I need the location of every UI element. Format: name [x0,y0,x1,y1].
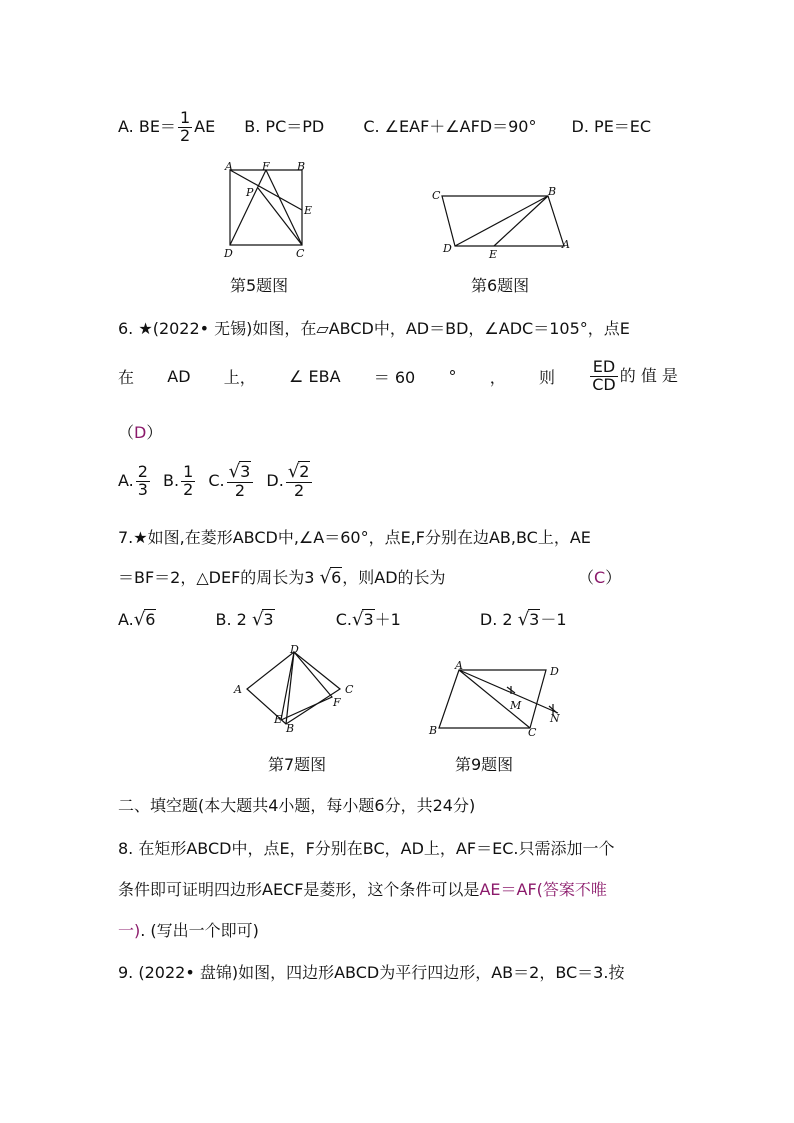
label-d: D [550,665,559,678]
fraction: $\frac{1}{2}$ [179,108,191,145]
label-b: B [297,160,306,173]
q8-line3: 一). (写出一个即可) [118,921,259,940]
q6-answer-line: （D） [118,423,163,442]
q9-line1: 9. (2022• 盘锦)如图，四边形ABCD为平行四边形，AB＝2，BC＝3.按 [118,963,625,982]
q8-line2: 条件即可证明四边形AECF是菱形，这个条件可以是AE＝AF(答案不唯 [118,880,607,899]
q7-option-d: D. 2 √3－1 [479,609,567,630]
label-d: D [443,242,452,255]
label-f: F [333,696,341,709]
q5-options [118,104,651,150]
q7-line2: ＝BF＝2，△DEF的周长为3 √6，则AD的长为 [118,567,446,588]
q5-option-c: C. ∠EAF＋∠AFD＝90° [363,117,537,136]
q7-option-b: B. 2 √3 [215,609,274,630]
label-m: M [510,699,522,712]
q6-line1: 6. ★(2022• 无锡)如图，在▱ABCD中，AD＝BD，∠ADC＝105°，点E [118,319,630,338]
q6-option-d: D. $\frac{√2}{2}$ [266,471,314,490]
label-c: C [345,683,354,696]
figure-5-caption: 第5题图 [230,276,289,295]
segment-p-c [258,188,302,245]
label-a: A [234,683,242,696]
q6-option-c: C. $\frac{√3}{2}$ [208,471,255,490]
label-e: E [489,248,498,261]
fraction-ed-cd: $\frac{ED}{CD}$ [592,356,616,394]
parallelogram-abcd [442,196,564,246]
label-b: B [548,185,557,198]
q6-option-b: B. $\frac{1}{2}$ [163,462,194,499]
label-c: C [296,247,305,260]
label-b: B [286,722,295,734]
label-b: B [429,724,438,737]
q6-answer: D [134,423,147,442]
q5-option-d: D. PE＝EC [571,117,652,136]
label-c: C [528,726,537,738]
rhombus-abcd [247,652,340,724]
label-n: N [550,712,560,725]
q7-line1: 7.★如图,在菱形ABCD中,∠A＝60°，点E,F分别在边AB,BC上，AE [118,528,591,547]
q7-option-a: A.√6 [118,609,156,630]
label-c: C [432,189,441,202]
q7-options [118,607,567,630]
parallelogram-abcd [439,670,546,728]
label-e: E [304,204,313,217]
q8-answer: AE＝AF(答案不唯 [479,880,607,899]
label-a: A [225,160,233,173]
label-a: A [455,659,463,672]
q8-answer-cont: 一) [118,921,141,940]
q6-line2: 在 AD 上， ∠ EBA ＝ 60 ° ， 则 $\frac{ED}{CD}$ 的 值 是 [118,356,678,394]
q7-answer-line: （C） [578,568,622,587]
label-d: D [224,247,233,260]
section-2-heading: 二、填空题(本大题共4小题，每小题6分，共24分) [118,796,476,815]
label-e: E [274,713,283,726]
figure-7-caption: 第7题图 [268,755,327,774]
segment-d-f [230,170,266,245]
q7-option-c: C.√3＋1 [335,609,401,630]
q7-answer: C [594,568,606,587]
figure-6-caption: 第6题图 [471,276,530,295]
label-f: F [262,160,270,173]
q6-options [118,458,314,504]
square-abcd [230,170,302,245]
label-d: D [290,643,299,656]
figure-6 [428,183,578,261]
q5-option-a: A. BE＝ $\frac{1}{2}$ AE [118,108,216,145]
q8-line1: 8. 在矩形ABCD中，点E，F分别在BC，AD上，AF＝EC.只需添加一个 [118,839,615,858]
label-a: A [562,238,570,251]
figure-5 [220,160,320,262]
figure-9 [426,658,566,738]
figure-7 [228,642,368,734]
label-p: P [246,186,254,199]
segment-a-e [230,170,302,210]
q6-option-a: A. $\frac{2}{3}$ [118,462,148,499]
ray-a-n [459,670,558,713]
q5-option-b: B. PC＝PD [244,117,325,136]
figure-9-caption: 第9题图 [455,755,514,774]
